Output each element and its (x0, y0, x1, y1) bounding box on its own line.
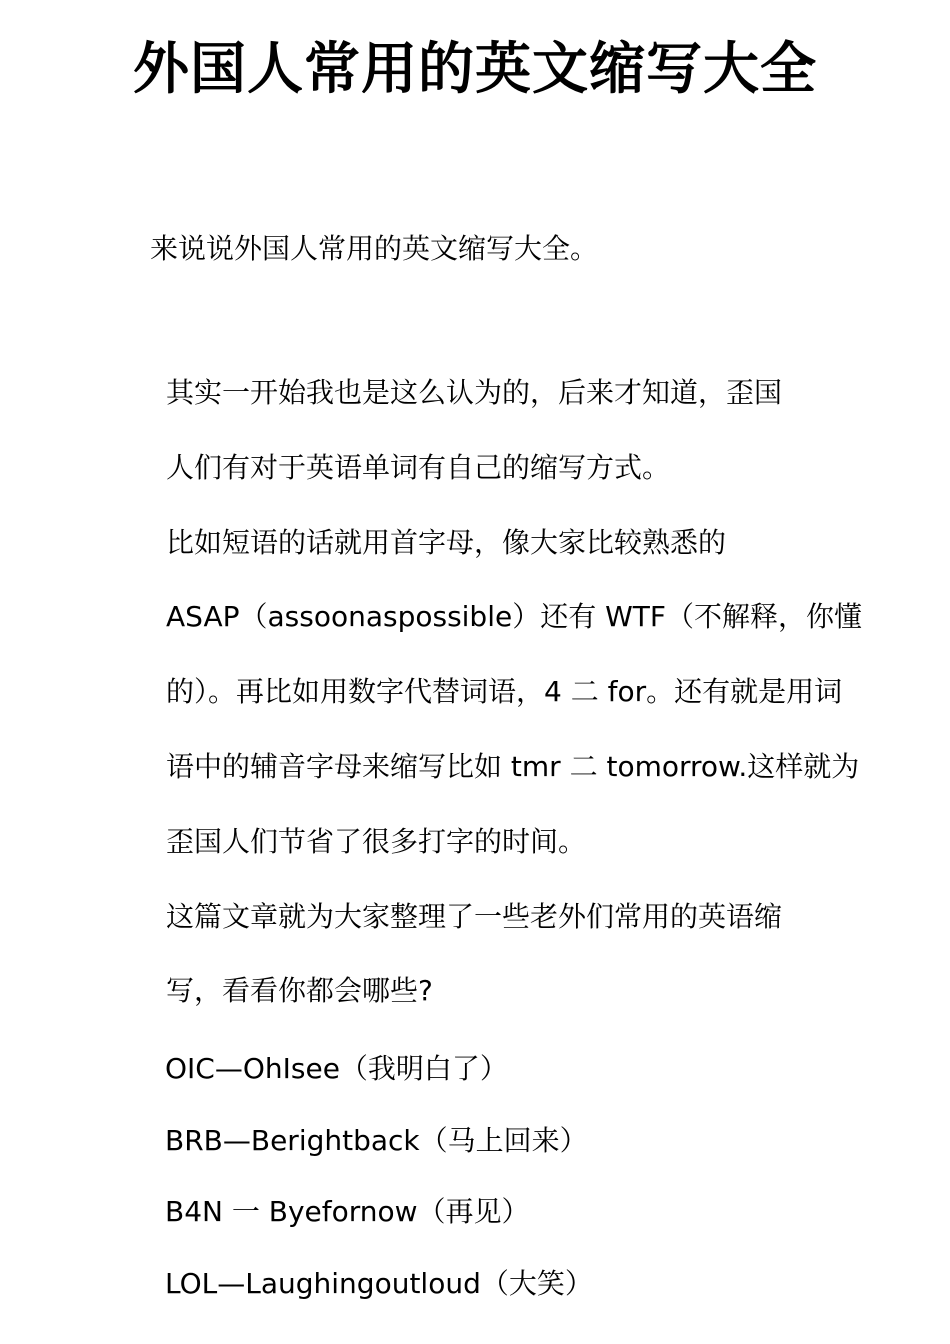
abbreviation-item: OIC—OhIsee（我明白了） (165, 1052, 508, 1085)
page-title: 外国人常用的英文缩写大全 (133, 37, 817, 102)
paragraph-line: 写，看看你都会哪些? (166, 974, 433, 1008)
abbreviation-item: LOL—Laughingoutloud（大笑） (165, 1266, 593, 1300)
paragraph-line: 其实一开始我也是这么认为的，后来才知道，歪国 (166, 376, 783, 409)
paragraph-line: 的）。再比如用数字代替词语，4 二 for。还有就是用词 (166, 675, 843, 709)
paragraph-line: 人们有对于英语单词有自己的缩写方式。 (166, 450, 671, 484)
paragraph-line: 比如短语的话就用首字母，像大家比较熟悉的 (166, 525, 727, 559)
paragraph (81, 506, 881, 880)
paragraph (81, 356, 881, 506)
intro-line: 来说说外国人常用的英文缩写大全。 (150, 232, 599, 265)
paragraph-line: 歪国人们节省了很多打字的时间。 (166, 824, 587, 858)
abbreviation-item: BRB—Berightback（马上回来） (165, 1123, 588, 1157)
paragraph (81, 880, 881, 1030)
paragraph-line: 这篇文章就为大家整理了一些老外们常用的英语缩 (166, 899, 783, 933)
paragraph-line: 语中的辅音字母来缩写比如 tmr 二 tomorrow.这样就为 (166, 749, 860, 783)
abbreviation-list (165, 1045, 593, 1331)
abbreviation-item: B4N 一 Byefornow（再见） (165, 1195, 530, 1228)
body-text (81, 356, 881, 1029)
paragraph-line: ASAP（assoonaspossible）还有 WTF（不解释，你懂 (166, 600, 863, 634)
